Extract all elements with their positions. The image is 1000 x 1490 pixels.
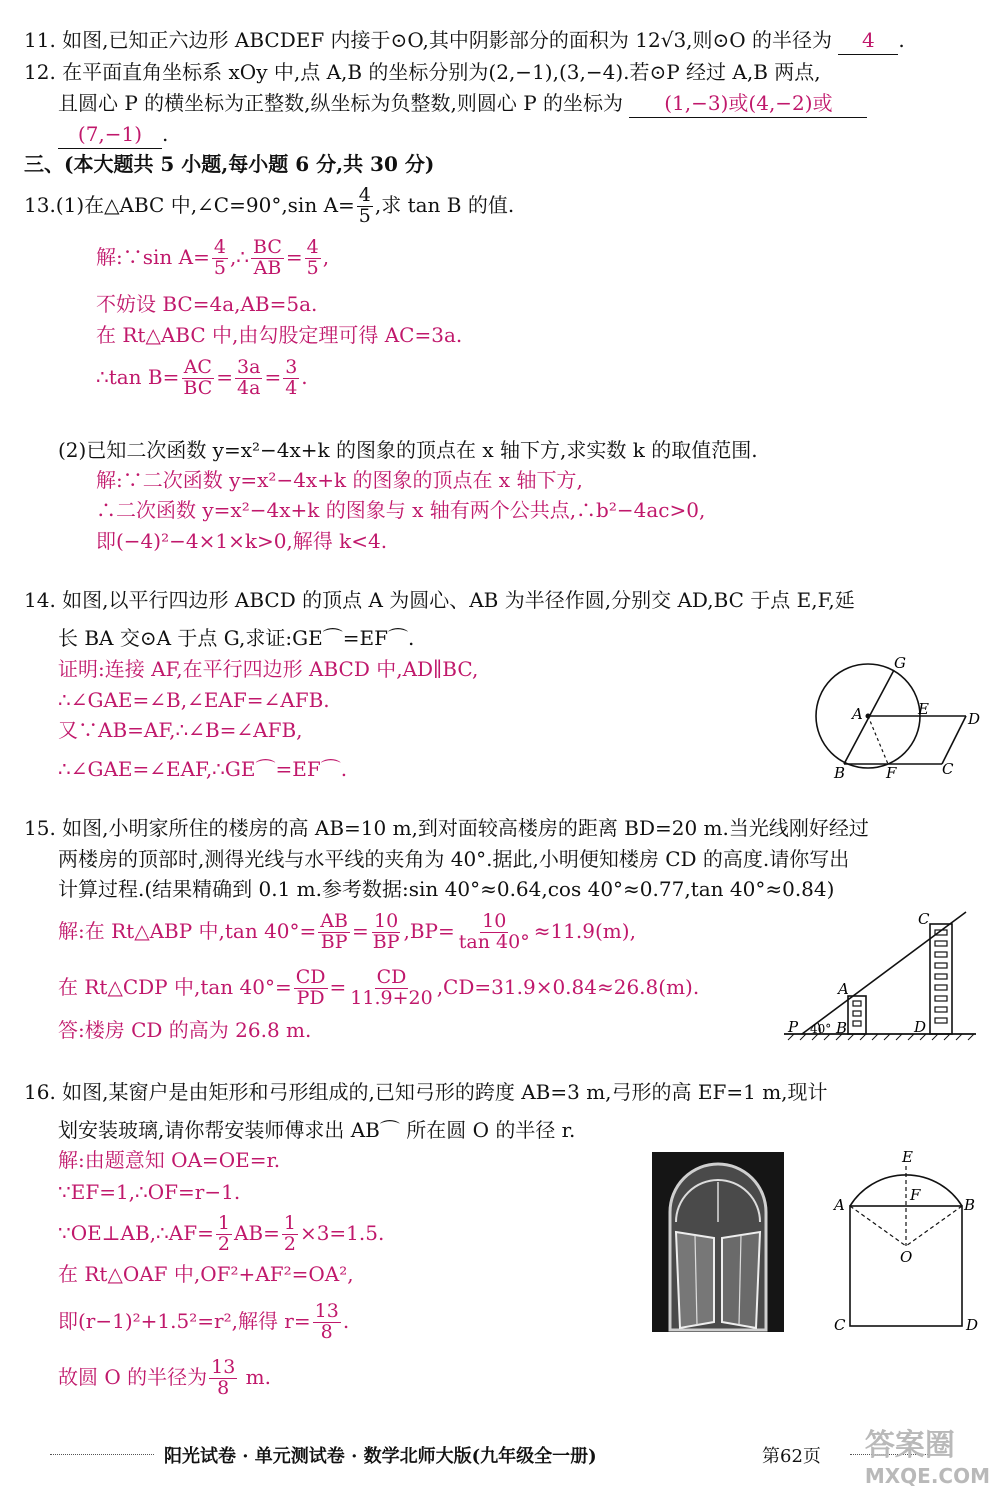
label-a: A	[838, 980, 849, 998]
frac-num: 13	[211, 1356, 236, 1378]
frac-den: BP	[372, 930, 400, 953]
frac-den: 8	[320, 1320, 333, 1343]
frac-den: 4	[285, 376, 298, 399]
t: ,BP=	[403, 918, 455, 943]
q16-s1: 解:由题意知 OA=OE=r.	[58, 1148, 281, 1172]
t: ×3=1.5.	[299, 1220, 385, 1245]
frac	[283, 358, 299, 399]
label-o: O	[900, 1248, 913, 1266]
t: .	[342, 1308, 350, 1333]
q13-p1-frac	[357, 186, 373, 227]
frac-den: 5	[213, 256, 226, 279]
t: 故圆 O 的半径为	[58, 1364, 208, 1389]
q14-s4: ∴∠GAE=∠EAF,∴GE⌒=EF⌒.	[58, 757, 348, 781]
t: ∴tan B=	[96, 364, 180, 389]
building-cd-windows	[935, 930, 947, 1023]
frac-num: 4	[358, 184, 371, 206]
label-d: D	[914, 1018, 927, 1036]
q11-text: 11. 如图,已知正六边形 ABCDEF 内接于⊙O,其中阴影部分的面积为 12√3,则⊙O 的半径为	[24, 28, 833, 52]
frac-num: 13	[314, 1300, 339, 1322]
line-af	[868, 716, 888, 764]
frac-num: 4	[213, 236, 226, 258]
t: =	[264, 364, 282, 389]
label-c: C	[918, 910, 930, 928]
q14-s2: ∴∠GAE=∠B,∠EAF=∠AFB.	[58, 688, 330, 712]
frac-num: CD	[295, 966, 326, 988]
frac	[251, 238, 284, 279]
q12-text2: 且圆心 P 的横坐标为正整数,纵坐标为负整数,则圆心 P 的坐标为	[58, 91, 624, 115]
q15-s3: 答:楼房 CD 的高为 26.8 m.	[58, 1018, 312, 1042]
frac-num: BC	[253, 236, 282, 258]
q13-p2-s2: ∴二次函数 y=x²−4x+k 的图象与 x 轴有两个公共点,∴b²−4ac>0,	[96, 498, 706, 522]
frac-den: 8	[217, 1376, 230, 1399]
frac	[294, 968, 328, 1009]
label-g: G	[894, 654, 906, 672]
t: 即(r−1)²+1.5²=r²,解得 r=	[58, 1308, 311, 1333]
line-cd	[942, 716, 966, 764]
t: ,∴	[229, 244, 250, 269]
frac-num: 1	[283, 1212, 296, 1234]
point-a	[866, 714, 871, 719]
frac-num: AB	[320, 910, 348, 932]
t: =	[285, 244, 303, 269]
frac	[318, 912, 350, 953]
q13-p2-question: (2)已知二次函数 y=x²−4x+k 的图象的顶点在 x 轴下方,求实数 k 的取值范围.	[58, 438, 758, 462]
frac	[313, 1302, 341, 1343]
label-e: E	[918, 700, 929, 718]
label-d: D	[966, 1316, 979, 1334]
q16-figure	[826, 1146, 986, 1342]
frac-den: BC	[183, 376, 213, 399]
q11-line	[24, 26, 905, 55]
q15-s2	[58, 968, 699, 1009]
label-b: B	[836, 1019, 848, 1037]
frac-den: 4a	[237, 376, 261, 399]
q16-s3	[58, 1214, 384, 1255]
frac	[235, 358, 262, 399]
frac-num: 10	[482, 910, 507, 932]
t: =	[216, 364, 234, 389]
q16-s2: ∵EF=1,∴OF=r−1.	[58, 1180, 241, 1204]
footer-page: 第62页	[762, 1446, 821, 1467]
frac-den: 5	[358, 204, 371, 227]
frac	[181, 358, 214, 399]
frac-num: 1	[217, 1212, 230, 1234]
q12-answer-b: (7,−1)	[58, 120, 162, 149]
label-c: C	[834, 1316, 846, 1334]
t: =	[329, 974, 347, 999]
label-a: A	[834, 1196, 845, 1214]
q14-q1: 14. 如图,以平行四边形 ABCD 的顶点 A 为圆心、AB 为半径作圆,分别交 AD,BC 于点 E,F,延	[24, 588, 855, 612]
label-b: B	[834, 764, 846, 782]
footer-dots-left	[50, 1454, 154, 1455]
q15-q2: 两楼房的顶部时,测得光线与水平线的夹角为 40°.据此,小明便知楼房 CD 的高度.请你写出	[58, 847, 850, 871]
q15-s1	[58, 912, 636, 953]
frac-den: 5	[306, 256, 319, 279]
t: ∵OE⊥AB,∴AF=	[58, 1220, 214, 1245]
q12-answer-a: (1,−3)或(4,−2)或	[629, 89, 867, 118]
label-p: P	[788, 1018, 799, 1036]
t: .	[301, 364, 308, 389]
footer-title: 阳光试卷 · 单元测试卷 · 数学北师大版(九年级全一册)	[164, 1446, 597, 1467]
frac-den: AB	[253, 256, 282, 279]
frac-num: 3a	[237, 356, 261, 378]
q12-line3	[58, 120, 168, 149]
frac-num: 4	[306, 236, 319, 258]
window-photo-drawing	[652, 1152, 784, 1332]
q13-s3: 在 Rt△ABC 中,由勾股定理可得 AC=3a.	[96, 323, 463, 347]
q14-s1: 证明:连接 AF,在平行四边形 ABCD 中,AD∥BC,	[58, 657, 479, 681]
label-f: F	[886, 764, 897, 782]
frac	[348, 968, 434, 1009]
frac-den: 11.9+20	[350, 986, 433, 1009]
label-a: A	[852, 705, 863, 723]
line-bo	[906, 1206, 962, 1246]
t: =	[351, 918, 369, 943]
q13-p2-s3: 即(−4)²−4×1×k>0,解得 k<4.	[96, 529, 388, 553]
frac	[305, 238, 321, 279]
frac	[212, 238, 228, 279]
watermark-text: 答案圈	[864, 1428, 955, 1463]
q13-p1-text-b: ,求 tan B 的值.	[374, 192, 515, 217]
frac	[216, 1214, 232, 1255]
t: 在 Rt△CDP 中,tan 40°=	[58, 974, 292, 999]
line-ao	[850, 1206, 906, 1246]
q13-s4	[96, 358, 308, 399]
section3-title: 三、(本大题共 5 小题,每小题 6 分,共 30 分)	[24, 152, 435, 176]
label-d: D	[968, 710, 981, 728]
frac-num: CD	[376, 966, 407, 988]
watermark-url: MXQE.COM	[864, 1464, 990, 1488]
frac-num: 3	[285, 356, 298, 378]
building-ab	[848, 996, 866, 1034]
frac	[209, 1358, 237, 1399]
t: AB=	[233, 1220, 280, 1245]
watermark	[865, 1420, 990, 1488]
label-e: E	[902, 1148, 913, 1166]
frac	[457, 912, 532, 953]
label-f: F	[910, 1186, 921, 1204]
q13-p2-s1: 解:∵二次函数 y=x²−4x+k 的图象的顶点在 x 轴下方,	[96, 468, 583, 492]
frac-den: BP	[320, 930, 348, 953]
q13-p1-question	[24, 186, 514, 227]
q13-s1	[96, 238, 329, 279]
t: ≈11.9(m),	[533, 918, 636, 943]
q14-s3: 又∵AB=AF,∴∠B=∠AFB,	[58, 718, 303, 742]
frac-den: tan 40°	[458, 930, 530, 953]
q16-s6	[58, 1358, 271, 1399]
label-c: C	[942, 760, 954, 778]
frac-num: 10	[374, 910, 399, 932]
q15-q1: 15. 如图,小明家所住的楼房的高 AB=10 m,到对面较高楼房的距离 BD=20 m.当光线刚好经过	[24, 816, 869, 840]
q14-figure	[806, 650, 990, 786]
t: ,CD=31.9×0.84≈26.8(m).	[436, 974, 700, 999]
q16-q1: 16. 如图,某窗户是由矩形和弓形组成的,已知弓形的跨度 AB=3 m,弓形的高 EF=1 m,现计	[24, 1080, 828, 1104]
building-ab-windows	[853, 1001, 861, 1026]
t: ,	[322, 244, 330, 269]
q12-line2	[58, 89, 867, 118]
q16-q2: 划安装玻璃,请你帮安装师傅求出 AB⌒ 所在圆 O 的半径 r.	[58, 1118, 576, 1142]
label-angle: 40°	[810, 1022, 832, 1036]
frac-den: 2	[283, 1232, 296, 1255]
q13-p1-text-a: 13.(1)在△ABC 中,∠C=90°,sin A=	[24, 192, 355, 217]
q12-end: .	[162, 122, 169, 146]
t: 解:在 Rt△ABP 中,tan 40°=	[58, 918, 317, 943]
q12-line1: 12. 在平面直角坐标系 xOy 中,点 A,B 的坐标分别为(2,−1),(3,−4).若⊙P 经过 A,B 两点,	[24, 60, 821, 84]
q16-s4: 在 Rt△OAF 中,OF²+AF²=OA²,	[58, 1262, 354, 1286]
label-b: B	[964, 1196, 976, 1214]
frac	[282, 1214, 298, 1255]
t: 解:∵sin A=	[96, 244, 210, 269]
frac-num: AC	[183, 356, 212, 378]
q11-end: .	[898, 28, 905, 52]
frac-den: 2	[217, 1232, 230, 1255]
frac-den: PD	[296, 986, 325, 1009]
t: m.	[239, 1364, 271, 1389]
q13-s2: 不妨设 BC=4a,AB=5a.	[96, 292, 318, 316]
frac	[371, 912, 402, 953]
q15-figure	[780, 906, 980, 1048]
q11-answer: 4	[838, 26, 898, 55]
q15-q3: 计算过程.(结果精确到 0.1 m.参考数据:sin 40°≈0.64,cos 40°≈0.77,tan 40°≈0.84)	[58, 877, 835, 901]
window-photo	[652, 1152, 784, 1332]
q14-q2: 长 BA 交⊙A 于点 G,求证:GE⌒=EF⌒.	[58, 626, 415, 650]
q16-s5	[58, 1302, 349, 1343]
